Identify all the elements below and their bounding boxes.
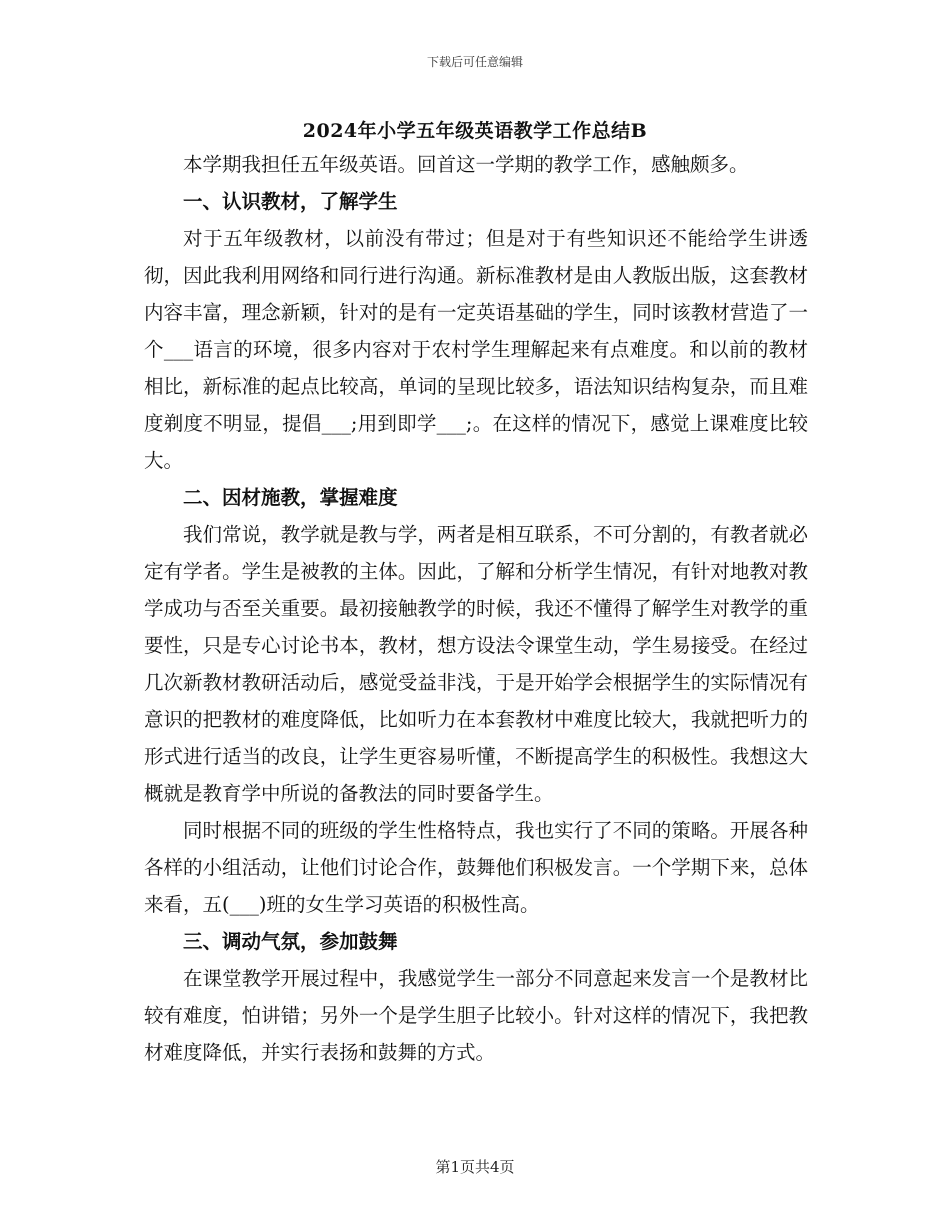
- page-number-footer: 第1页共4页: [435, 1158, 515, 1176]
- section2-paragraph-2: 同时根据不同的班级的学生性格特点，我也实行了不同的策略。开展各种各样的小组活动，让他们讨论合作，鼓舞他们积极发言。一个学期下来，总体来看，五(___)班的女生学习英语的积极性高。: [144, 819, 808, 916]
- section-heading-1: 一、认识教材，了解学生: [183, 190, 398, 213]
- header-note: 下载后可任意编辑: [426, 55, 523, 69]
- section1-paragraph: 对于五年级教材，以前没有带过；但是对于有些知识还不能给学生讲透彻，因此我利用网络和同行进行沟通。新标准教材是由人教版出版，这套教材内容丰富，理念新颖，针对的是有一定英语基础的学生，同时该教材营造了一个___语言的环境，很多内容对于农村学生理解起来有点难度。和以前的教材相比，新标准的起点比较高，单词的呈现比较多，语法知识结构复杂，而且难度剃度不明显，提倡___;用到即学___;。在这样的情况下，感觉上课难度比较大。: [144, 227, 808, 472]
- section-heading-2: 二、因材施教，掌握难度: [183, 486, 398, 509]
- intro-paragraph: 本学期我担任五年级英语。回首这一学期的教学工作，感触颇多。: [183, 153, 749, 176]
- document-title: 2024年小学五年级英语教学工作总结B: [302, 120, 648, 142]
- section3-paragraph: 在课堂教学开展过程中，我感觉学生一部分不同意起来发言一个是教材比较有难度，怕讲错；另外一个是学生胆子比较小。针对这样的情况下，我把教材难度降低，并实行表扬和鼓舞的方式。: [144, 967, 808, 1064]
- section-heading-3: 三、调动气氛，参加鼓舞: [183, 930, 398, 953]
- document-body: [144, 146, 808, 1071]
- section2-paragraph-1: 我们常说，教学就是教与学，两者是相互联系，不可分割的，有教者就必定有学者。学生是被教的主体。因此，了解和分析学生情况，有针对地教对教学成功与否至关重要。最初接触教学的时候，我还不懂得了解学生对教学的重要性，只是专心讨论书本，教材，想方设法令课堂生动，学生易接受。在经过几次新教材教研活动后，感觉受益非浅，于是开始学会根据学生的实际情况有意识的把教材的难度降低，比如听力在本套教材中难度比较大，我就把听力的形式进行适当的改良，让学生更容易听懂，不断提高学生的积极性。我想这大概就是教育学中所说的备教法的同时要备学生。: [144, 523, 808, 805]
